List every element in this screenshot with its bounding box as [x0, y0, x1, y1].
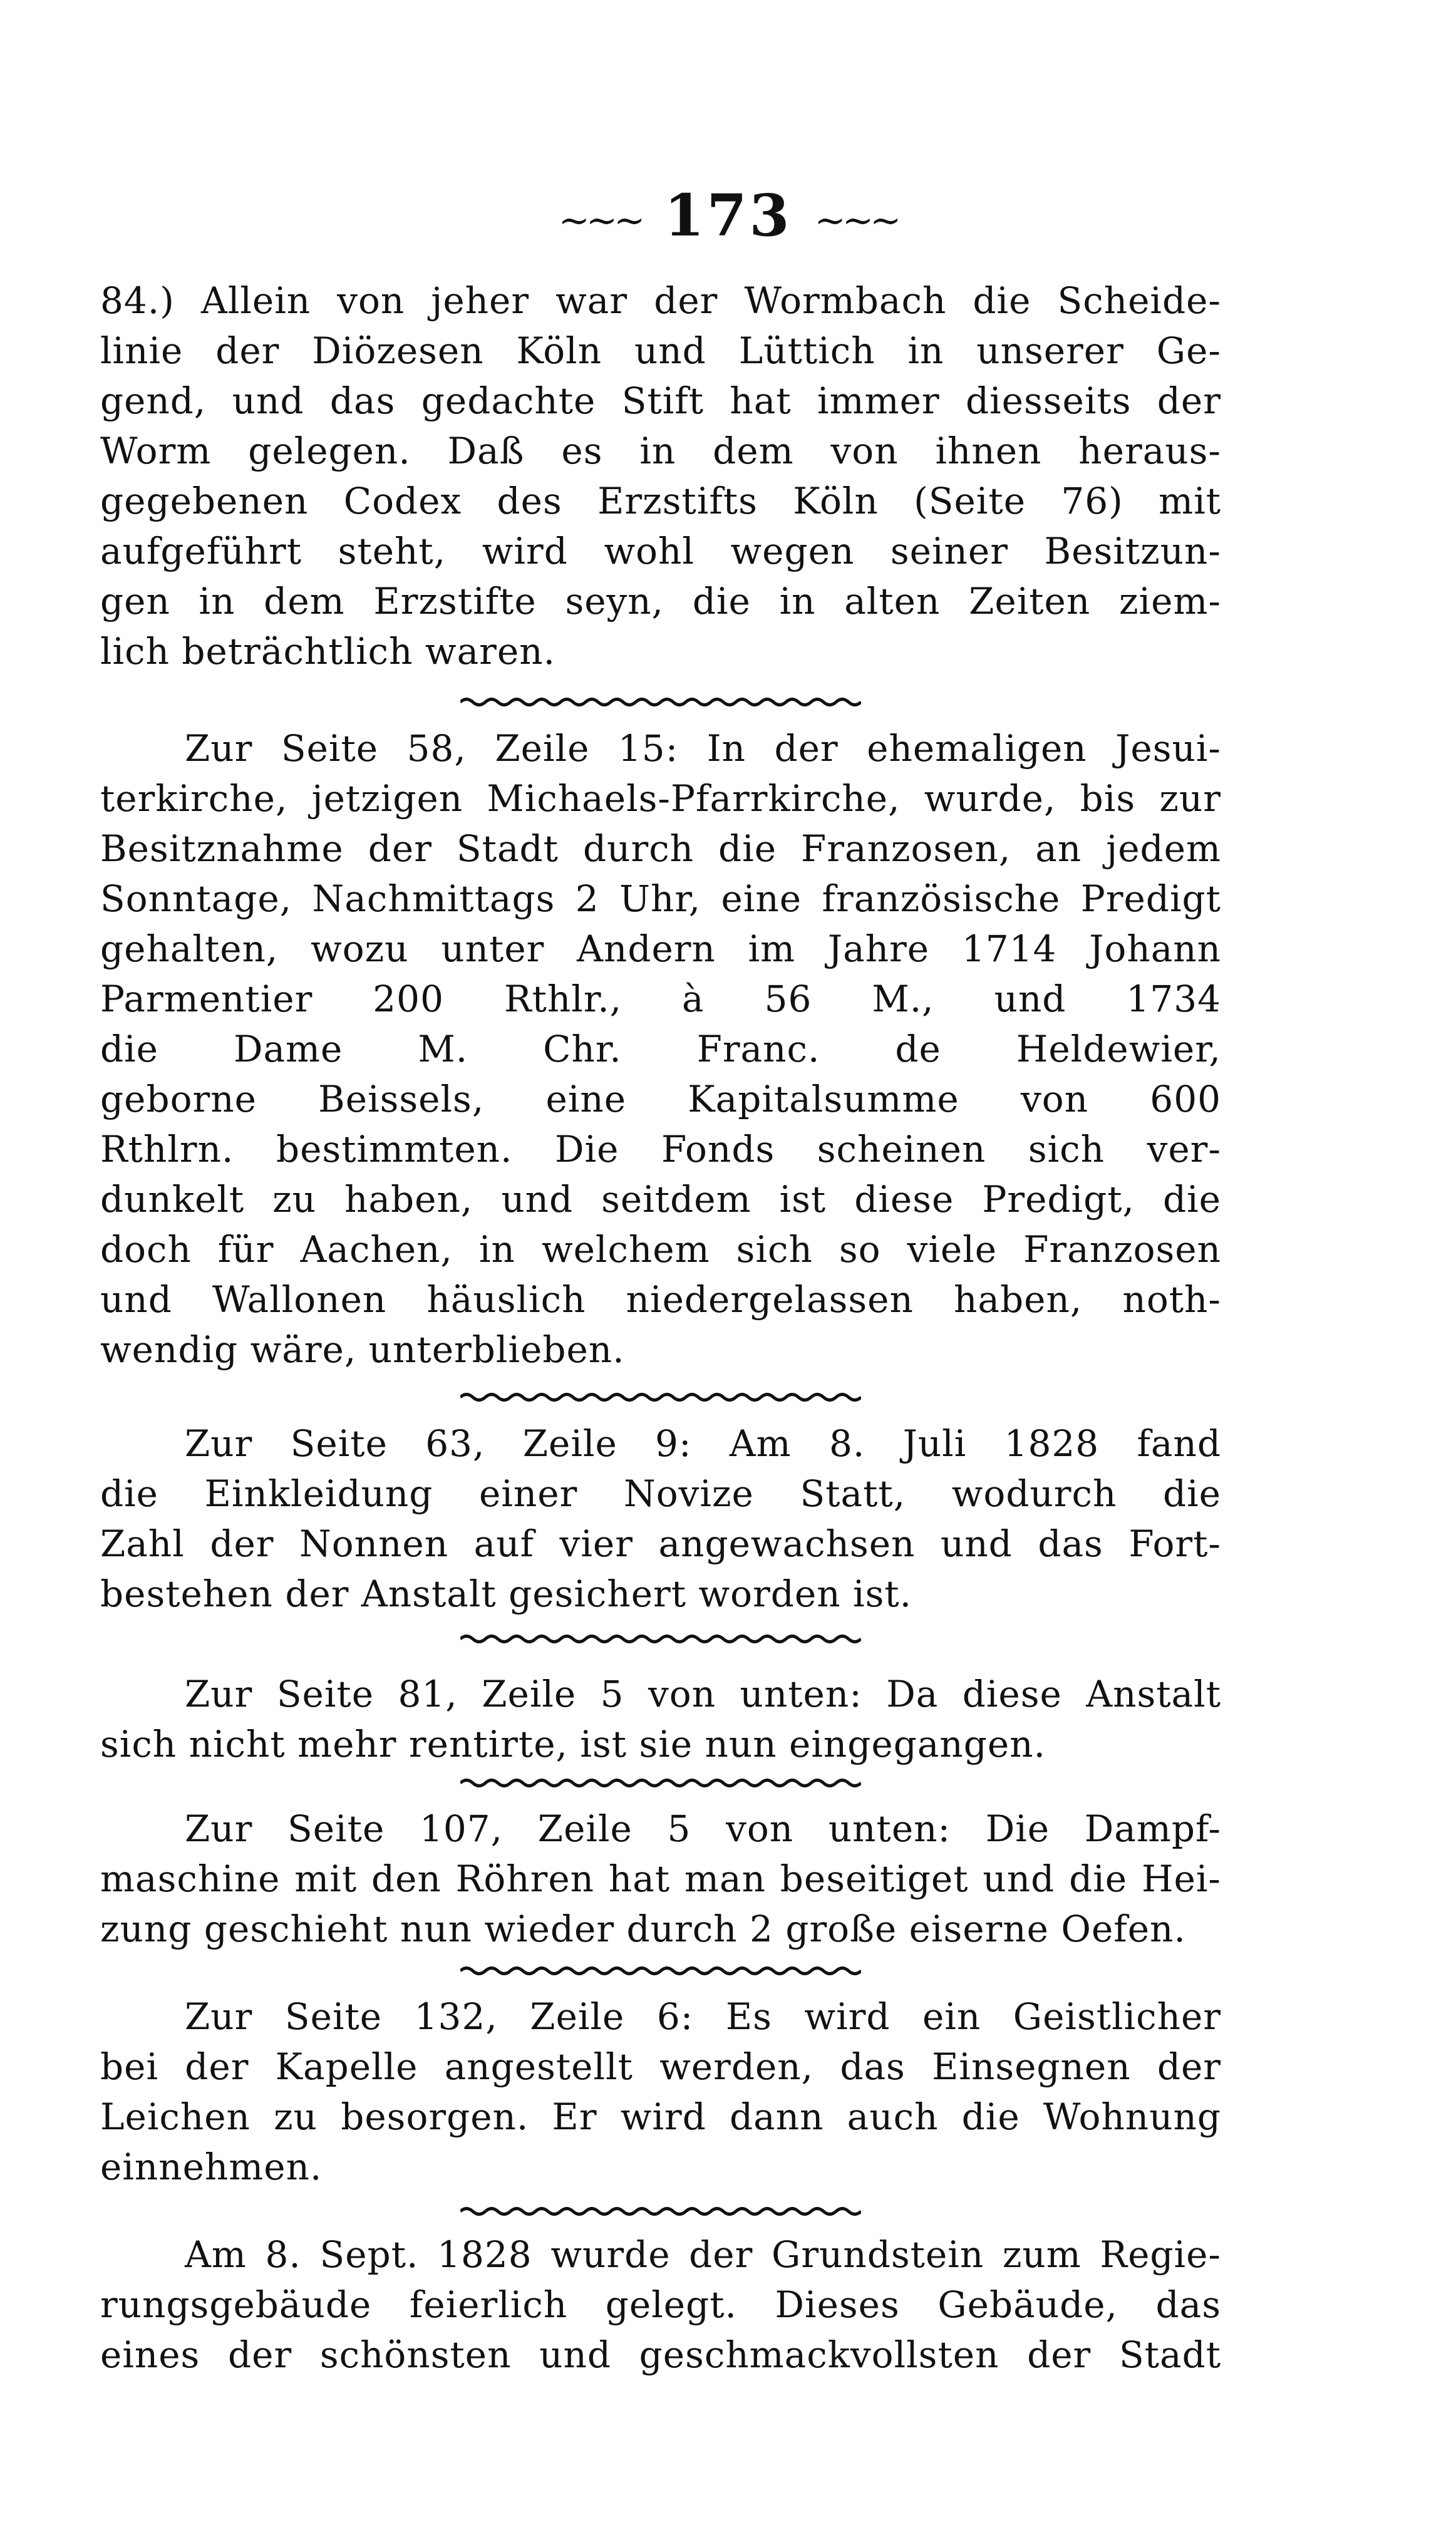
- paragraph-3: [100, 1419, 1221, 1619]
- section-divider: [460, 1965, 861, 1977]
- text-line: eines der schönsten und geschmackvollsten der Stadt: [100, 2333, 1221, 2376]
- text-line: Sonntage, Nachmittags 2 Uhr, eine französische Predigt: [100, 877, 1221, 920]
- paragraph-2: [100, 723, 1221, 1375]
- paragraph-4: [100, 1669, 1221, 1769]
- text-line: Zur Seite 107, Zeile 5 von unten: Die Dampf-: [185, 1807, 1221, 1850]
- text-line: gend, und das gedachte Stift hat immer diesseits der: [100, 380, 1221, 422]
- text-line: dunkelt zu haben, und seitdem ist diese Predigt, die: [100, 1178, 1221, 1221]
- text-line: gen in dem Erzstifte seyn, die in alten Zeiten ziem-: [100, 580, 1221, 623]
- text-line: Besitznahme der Stadt durch die Franzosen, an jedem: [100, 827, 1221, 870]
- section-divider: [460, 2206, 861, 2217]
- paragraph-7: [100, 2230, 1221, 2380]
- header-ornament-right: ~~~: [814, 199, 898, 243]
- text-line: doch für Aachen, in welchem sich so viele Franzosen: [100, 1228, 1221, 1271]
- section-divider: [460, 696, 861, 708]
- section-divider: [460, 1777, 861, 1789]
- page-header: [0, 182, 1456, 249]
- paragraph-6: [100, 1992, 1221, 2192]
- section-divider: [460, 1633, 861, 1645]
- text-line: Zur Seite 63, Zeile 9: Am 8. Juli 1828 fand: [185, 1422, 1221, 1465]
- paragraph-5: [100, 1804, 1221, 1954]
- text-line: Zur Seite 81, Zeile 5 von unten: Da diese Anstalt: [185, 1673, 1221, 1715]
- text-line: rungsgebäude feierlich gelegt. Dieses Gebäude, das: [100, 2283, 1221, 2326]
- text-line: maschine mit den Röhren hat man beseitiget und die Hei-: [100, 1858, 1221, 1900]
- text-line: sich nicht mehr rentirte, ist sie nun eingegangen.: [100, 1723, 1046, 1765]
- header-ornament-left: ~~~: [558, 199, 642, 243]
- text-line: Parmentier 200 Rthlr., à 56 M., und 1734: [100, 978, 1221, 1020]
- text-line: Rthlrn. bestimmten. Die Fonds scheinen sich ver-: [100, 1128, 1221, 1170]
- text-line: zung geschieht nun wieder durch 2 große eiserne Oefen.: [100, 1908, 1186, 1950]
- text-line: bei der Kapelle angestellt werden, das Einsegnen der: [100, 2045, 1221, 2088]
- text-line: wendig wäre, unterblieben.: [100, 1328, 625, 1371]
- text-line: Worm gelegen. Daß es in dem von ihnen heraus-: [100, 430, 1221, 472]
- text-line: Zur Seite 58, Zeile 15: In der ehemaligen Jesui-: [185, 727, 1221, 770]
- text-line: Zahl der Nonnen auf vier angewachsen und das Fort-: [100, 1522, 1221, 1565]
- text-line: Am 8. Sept. 1828 wurde der Grundstein zum Regie-: [185, 2233, 1221, 2276]
- text-line: einnehmen.: [100, 2146, 323, 2188]
- text-line: Zur Seite 132, Zeile 6: Es wird ein Geistlicher: [185, 1995, 1221, 2038]
- text-line: gegebenen Codex des Erzstifts Köln (Seite 76) mit: [100, 480, 1221, 522]
- text-line: und Wallonen häuslich niedergelassen haben, noth-: [100, 1278, 1221, 1321]
- text-line: gehalten, wozu unter Andern im Jahre 1714 Johann: [100, 928, 1221, 970]
- text-line: 84.) Allein von jeher war der Wormbach die Scheide-: [100, 279, 1221, 322]
- text-line: terkirche, jetzigen Michaels-Pfarrkirche, wurde, bis zur: [100, 777, 1221, 820]
- text-line: lich beträchtlich waren.: [100, 630, 556, 673]
- text-line: Leichen zu besorgen. Er wird dann auch die Wohnung: [100, 2095, 1221, 2138]
- text-line: aufgeführt steht, wird wohl wegen seiner Besitzun-: [100, 530, 1221, 572]
- text-line: geborne Beissels, eine Kapitalsumme von 600: [100, 1078, 1221, 1120]
- text-line: linie der Diözesen Köln und Lüttich in unserer Ge-: [100, 329, 1221, 372]
- page-number: 173: [664, 182, 792, 249]
- text-line: die Dame M. Chr. Franc. de Heldewier,: [100, 1028, 1221, 1070]
- text-line: die Einkleidung einer Novize Statt, wodurch die: [100, 1472, 1221, 1515]
- paragraph-1: [100, 276, 1221, 676]
- section-divider: [460, 1392, 861, 1403]
- text-line: bestehen der Anstalt gesichert worden ist.: [100, 1573, 912, 1615]
